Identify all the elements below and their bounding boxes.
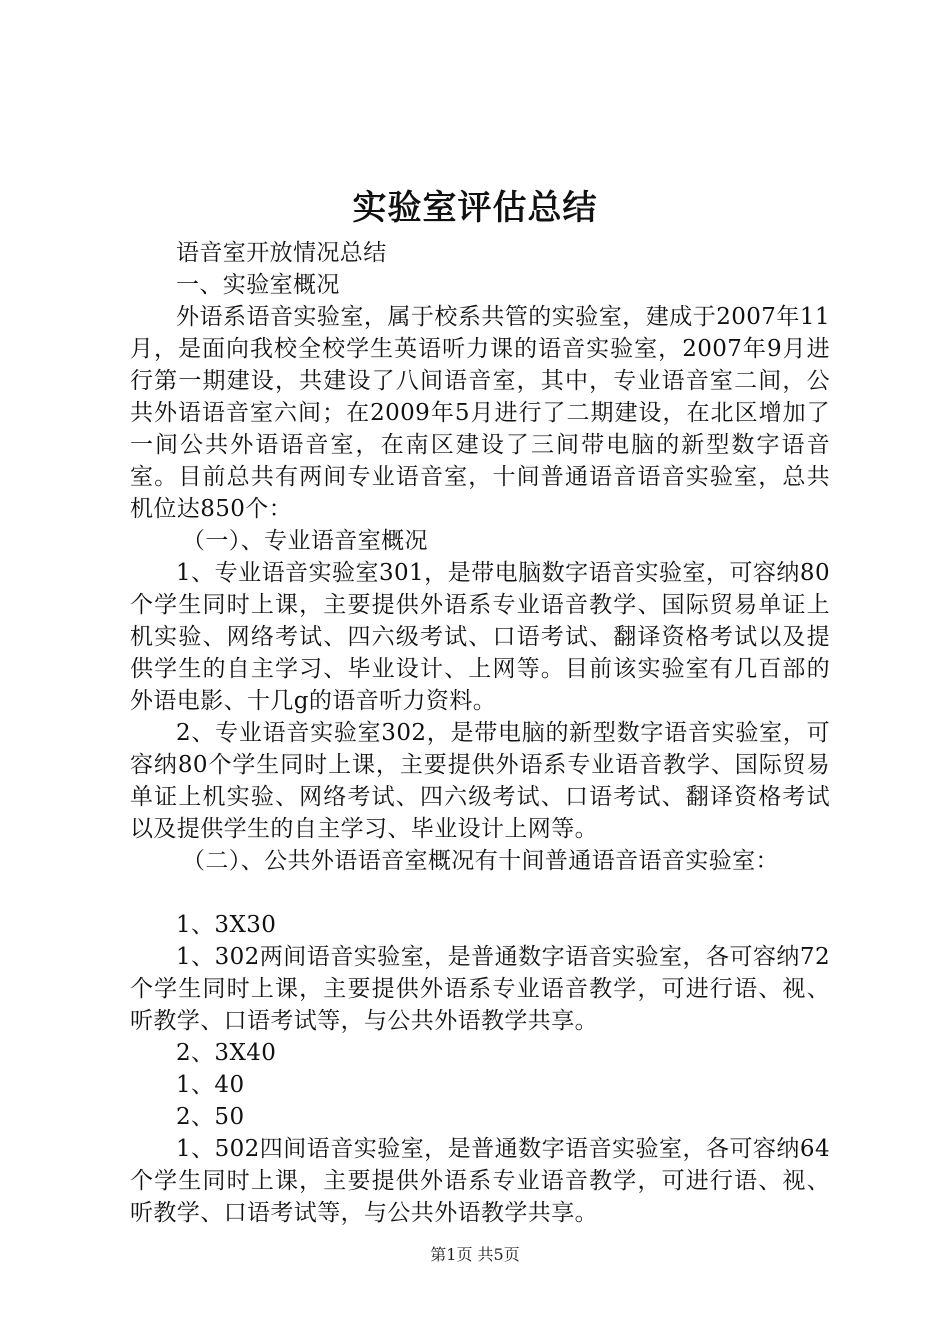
list-item-3x30: 1、3X30: [176, 912, 277, 938]
document-body: [130, 237, 830, 1229]
paragraph-lab-302-public: 1、302两间语音实验室，是普通数字语音实验室，各可容纳72个学生同时上课，主要提供外语系专业语音教学，可进行语、视、听教学、口语考试等，与公共外语教学共享。: [130, 944, 830, 1034]
paragraph-lab-502: 1、502四间语音实验室，是普通数字语音实验室，各可容纳64个学生同时上课，主要提供外语系专业语音教学，可进行语、视、听教学、口语考试等，与公共外语教学共享。: [130, 1136, 830, 1226]
paragraph-subtitle: 语音室开放情况总结: [176, 240, 387, 266]
blank-line: [130, 877, 830, 909]
list-item-3x40: 2、3X40: [176, 1040, 277, 1066]
page-footer: 第1页 共5页: [430, 1245, 520, 1264]
document-title: 实验室评估总结: [352, 188, 598, 228]
list-item-50: 2、50: [176, 1104, 245, 1130]
paragraph-overview: 外语系语音实验室，属于校系共管的实验室，建成于2007年11月，是面向我校全校学生英语听力课的语音实验室，2007年9月进行第一期建设，共建设了八间语音室，其中，专业语音室二间，公共外语语音室六间；在2009年5月进行了二期建设，在北区增加了一间公共外语语音室，在南区建设了三间带电脑的新型数字语音室。目前总共有两间专业语音室，十间普通语音语音实验室，总共机位达850个：: [130, 304, 830, 522]
subsection-heading-professional: （一）、专业语音室概况: [182, 528, 428, 554]
section-heading-overview: 一、实验室概况: [176, 272, 340, 298]
paragraph-lab-301: 1、专业语音实验室301，是带电脑数字语音实验室，可容纳80个学生同时上课，主要提供外语系专业语音教学、国际贸易单证上机实验、网络考试、四六级考试、口语考试、翻译资格考试以及提供学生的自主学习、毕业设计、上网等。目前该实验室有几百部的外语电影、十几g的语音听力资料。: [130, 560, 830, 714]
subsection-heading-public: （二）、公共外语语音室概况有十间普通语音语音实验室：: [182, 848, 779, 874]
paragraph-lab-302: 2、专业语音实验室302，是带电脑的新型数字语音实验室，可容纳80个学生同时上课，主要提供外语系专业语音教学、国际贸易单证上机实验、网络考试、四六级考试、口语考试、翻译资格考试以及提供学生的自主学习、毕业设计上网等。: [130, 720, 830, 842]
list-item-40: 1、40: [176, 1072, 245, 1098]
